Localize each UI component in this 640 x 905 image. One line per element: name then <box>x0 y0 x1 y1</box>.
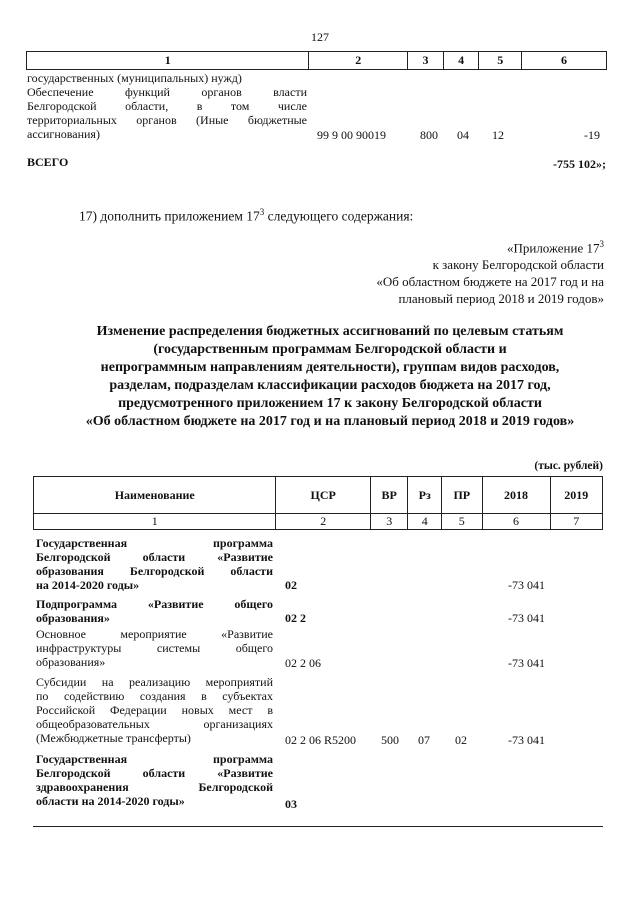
row-line: Белгородской области «Развитие <box>36 550 273 564</box>
row-rz: 04 <box>457 128 469 142</box>
row-line: ассигнования) <box>27 127 100 141</box>
appendix-sup: 3 <box>599 239 604 249</box>
row-line: Основное мероприятие «Развитие <box>36 627 273 641</box>
header-vr: ВР <box>370 477 408 514</box>
title-line: Изменение распределения бюджетных ассигнований по целевым статьям <box>96 324 564 339</box>
row-line: Государственная программа <box>36 752 273 766</box>
col-header: 5 <box>479 52 522 70</box>
row-line: Белгородской области «Развитие <box>36 766 273 780</box>
column-number: 5 <box>442 514 482 530</box>
row-vr: 800 <box>420 128 438 142</box>
header-2019: 2019 <box>550 477 602 514</box>
row-csr: 02 2 06 R5200 <box>285 733 357 747</box>
table-bottom-rule <box>33 826 603 827</box>
row-2018: -73 041 <box>508 611 545 625</box>
row-csr: 02 <box>285 578 297 592</box>
row-line: инфраструктуры системы общего <box>36 641 273 655</box>
row-pr: 12 <box>492 128 504 142</box>
header-rz: Рз <box>408 477 442 514</box>
col-header: 3 <box>408 52 444 70</box>
col-header: 1 <box>27 52 309 70</box>
row-vr: 500 <box>381 733 399 747</box>
row-line: Обеспечение функций органов власти <box>27 85 307 99</box>
row-line: Подпрограмма «Развитие общего <box>36 597 273 611</box>
document-title <box>30 323 630 431</box>
amendment-sup: 3 <box>259 207 265 217</box>
total-label: ВСЕГО <box>27 155 69 169</box>
table-row-name <box>36 597 273 625</box>
col-header: 2 <box>309 52 408 70</box>
row-line: по содействию создания в субъектах <box>36 689 273 703</box>
header-pr: ПР <box>442 477 482 514</box>
table-row-name <box>36 627 273 669</box>
row-line: на 2014-2020 годы» <box>36 578 140 592</box>
appendix-line-4: плановый период 2018 и 2019 годов» <box>398 291 604 307</box>
continued-table-header <box>26 51 607 70</box>
row-rz: 07 <box>418 733 430 747</box>
row-line: Государственная программа <box>36 536 273 550</box>
col-header: 4 <box>443 52 479 70</box>
row-line: Субсидии на реализацию мероприятий <box>36 675 273 689</box>
header-name: Наименование <box>34 477 276 514</box>
page-number: 127 <box>311 30 329 44</box>
row-value: -19 <box>584 128 600 142</box>
row-line: (Межбюджетные трансферты) <box>36 731 191 745</box>
row-line: образования» <box>36 611 110 625</box>
title-line: «Об областном бюджете на 2017 год и на плановый период 2018 и 2019 годов» <box>85 414 575 429</box>
total-value: -755 102»; <box>553 157 606 171</box>
row-line: здравоохранения Белгородской <box>36 780 273 794</box>
expense-row-name <box>27 85 307 141</box>
row-csr: 02 2 06 <box>285 656 321 670</box>
amendment-suffix: следующего содержания: <box>264 208 414 224</box>
header-csr: ЦСР <box>276 477 371 514</box>
column-number: 2 <box>276 514 371 530</box>
row-csr: 03 <box>285 797 297 811</box>
row-2018: -73 041 <box>508 656 545 670</box>
column-number: 3 <box>370 514 408 530</box>
appendix-line-1: «Приложение 17 <box>506 240 600 256</box>
table-row-name <box>36 675 273 745</box>
column-number: 1 <box>34 514 276 530</box>
units-label: (тыс. рублей) <box>534 460 603 472</box>
continued-line: государственных (муниципальных) нужд) <box>27 71 242 85</box>
title-line: предусмотренного приложением 17 к закону Белгородской области <box>118 396 542 411</box>
col-header: 6 <box>521 52 606 70</box>
table-row-name <box>36 752 273 808</box>
row-line: Российской Федерации новых мест в <box>36 703 273 717</box>
row-line: Белгородской области, в том числе <box>27 99 307 113</box>
title-line: разделам, подразделам классификации расходов бюджета на 2017 год, <box>109 378 551 393</box>
row-2018: -73 041 <box>508 733 545 747</box>
title-line: непрограммным направлениям деятельности), группам видов расходов, <box>100 360 560 375</box>
row-pr: 02 <box>455 733 467 747</box>
budget-table-header <box>33 476 603 530</box>
amendment-text <box>79 203 413 226</box>
column-number: 4 <box>408 514 442 530</box>
appendix-line-2: к закону Белгородской области <box>432 257 604 273</box>
row-csr: 99 9 00 90019 <box>317 128 386 142</box>
appendix-reference <box>376 236 604 307</box>
row-line: образования Белгородской области <box>36 564 273 578</box>
appendix-line-3: «Об областном бюджете на 2017 год и на <box>376 274 604 290</box>
row-2018: -73 041 <box>508 578 545 592</box>
table-row-name <box>36 536 273 592</box>
column-number: 7 <box>550 514 602 530</box>
amendment-prefix: 17) дополнить приложением 17 <box>79 208 260 224</box>
column-number: 6 <box>482 514 550 530</box>
row-line: территориальных органов (Иные бюджетные <box>27 113 307 127</box>
header-2018: 2018 <box>482 477 550 514</box>
row-line: общеобразовательных организациях <box>36 717 273 731</box>
title-line: (государственным программам Белгородской области и <box>153 342 507 357</box>
row-line: области на 2014-2020 годы» <box>36 794 185 808</box>
row-csr: 02 2 <box>285 611 306 625</box>
row-line: образования» <box>36 655 106 669</box>
